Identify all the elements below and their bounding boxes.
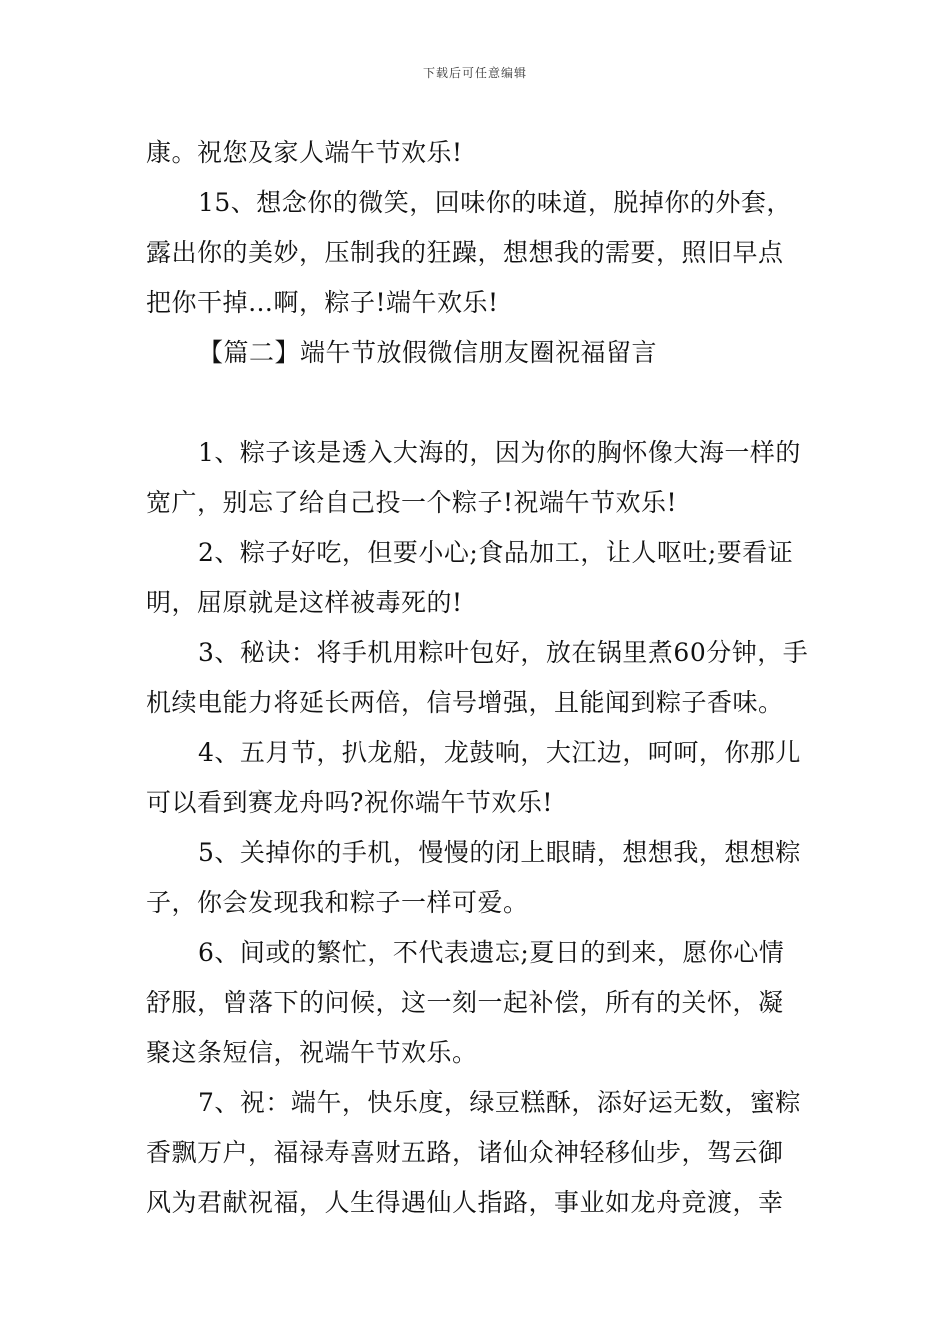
text-line: 明，屈原就是这样被毒死的! (146, 588, 463, 617)
paragraph-2-start: 2、粽子好吃，但要小心;食品加工，让人呕吐;要看证 (198, 538, 794, 567)
text-line: 机续电能力将延长两倍，信号增强，且能闻到粽子香味。 (146, 688, 784, 717)
paragraph-6-start: 6、间或的繁忙，不代表遗忘;夏日的到来，愿你心情 (198, 938, 785, 967)
text-line: 子，你会发现我和粽子一样可爱。 (146, 888, 529, 917)
text-line: 舒服，曾落下的问候，这一刻一起补偿，所有的关怀，凝 (146, 988, 784, 1017)
paragraph-7-start: 7、祝：端午，快乐度，绿豆糕酥，添好运无数，蜜粽 (198, 1088, 801, 1117)
paragraph-15-start: 15、想念你的微笑，回味你的味道，脱掉你的外套， (198, 188, 792, 217)
text-line: 康。祝您及家人端午节欢乐! (146, 138, 463, 167)
text-line: 聚这条短信，祝端午节欢乐。 (146, 1038, 478, 1067)
section-heading: 【篇二】端午节放假微信朋友圈祝福留言 (198, 338, 658, 367)
text-line: 宽广，别忘了给自己投一个粽子!祝端午节欢乐! (146, 488, 678, 517)
blank-line (146, 378, 810, 428)
paragraph-3-start: 3、秘诀：将手机用粽叶包好，放在锅里煮60分钟，手 (198, 638, 809, 667)
text-line: 把你干掉…啊，粽子!端午欢乐! (146, 288, 499, 317)
text-line: 香飘万户，福禄寿喜财五路，诸仙众神轻移仙步，驾云御 (146, 1138, 784, 1167)
page-header-watermark: 下载后可任意编辑 (422, 66, 527, 80)
paragraph-5-start: 5、关掉你的手机，慢慢的闭上眼睛，想想我，想想粽 (198, 838, 801, 867)
text-line: 露出你的美妙，压制我的狂躁，想想我的需要，照旧早点 (146, 238, 784, 267)
document-body (146, 128, 810, 1228)
text-line: 可以看到赛龙舟吗?祝你端午节欢乐! (146, 788, 553, 817)
paragraph-1-start: 1、粽子该是透入大海的，因为你的胸怀像大海一样的 (198, 438, 801, 467)
paragraph-4-start: 4、五月节，扒龙船，龙鼓响，大江边，呵呵，你那儿 (198, 738, 801, 767)
text-line: 风为君献祝福，人生得遇仙人指路，事业如龙舟竞渡，幸 (146, 1188, 784, 1217)
